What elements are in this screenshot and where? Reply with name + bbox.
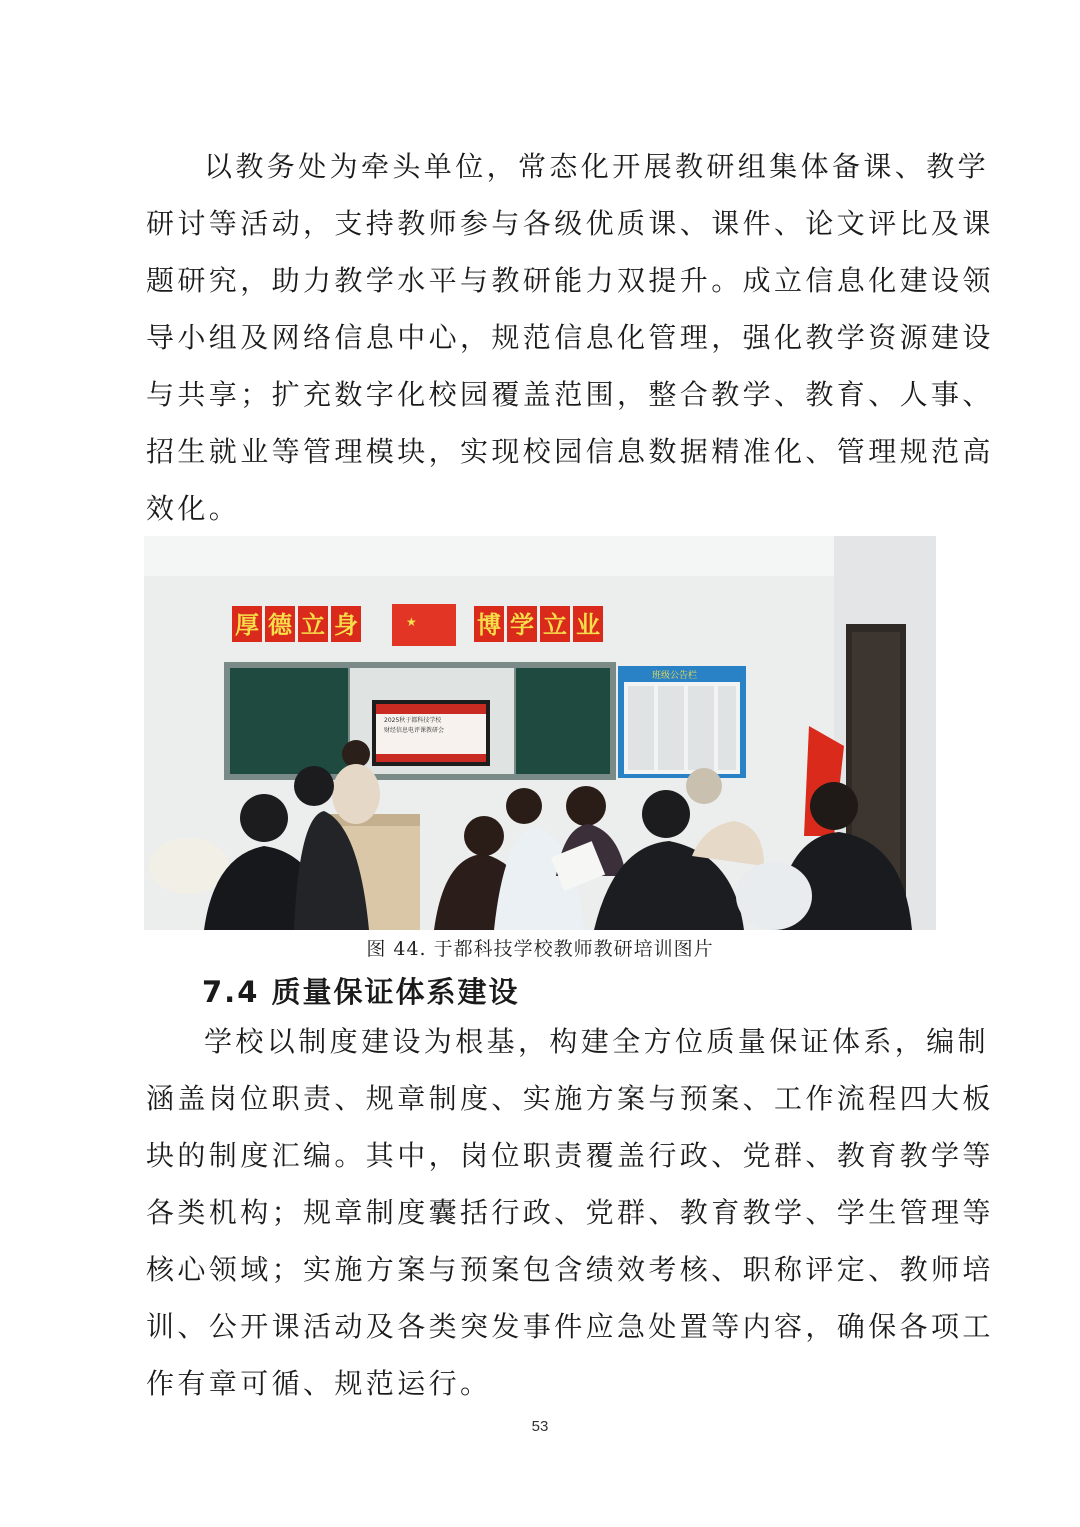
banner-left-text: 厚德立身 — [235, 610, 367, 639]
training-photo — [144, 536, 936, 930]
text-line: 与共享；扩充数字化校园覆盖范围，整合教学、教育、人事、 — [146, 378, 994, 411]
svg-text:★: ★ — [406, 615, 417, 629]
section-heading: 7.4 质量保证体系建设 — [202, 975, 520, 1009]
projector-screen — [372, 700, 490, 766]
paragraph-quality-assurance — [146, 1013, 994, 1412]
banner-right-text: 博学立业 — [477, 610, 609, 639]
text-line: 各类机构；规章制度囊括行政、党群、教育教学、学生管理等 — [146, 1196, 994, 1229]
text-line: 导小组及网络信息中心，规范信息化管理，强化教学资源建设 — [146, 321, 994, 354]
page-number: 53 — [531, 1418, 549, 1435]
text-line: 块的制度汇编。其中，岗位职责覆盖行政、党群、教育教学等 — [146, 1139, 994, 1172]
figure-caption: 图 44. 于都科技学校教师教研培训图片 — [366, 938, 714, 960]
text-line: 训、公开课活动及各类突发事件应急处置等内容，确保各项工 — [146, 1310, 994, 1343]
text-line: 以教务处为牵头单位，常态化开展教研组集体备课、教学 — [204, 150, 990, 183]
svg-text:财经信息电评课教研会: 财经信息电评课教研会 — [384, 727, 445, 734]
svg-text:班级公告栏: 班级公告栏 — [652, 671, 698, 681]
slogan-banner — [232, 604, 609, 646]
notice-board — [618, 666, 746, 778]
text-line: 学校以制度建设为根基，构建全方位质量保证体系，编制 — [204, 1025, 990, 1058]
svg-text:2025秋于都科技学校: 2025秋于都科技学校 — [384, 717, 442, 724]
text-line: 涵盖岗位职责、规章制度、实施方案与预案、工作流程四大板 — [146, 1082, 994, 1115]
blackboard-right — [516, 668, 610, 774]
classroom-scene-image — [144, 536, 936, 930]
text-line: 题研究，助力教学水平与教研能力双提升。成立信息化建设领 — [146, 264, 994, 297]
paragraph-intro — [146, 138, 994, 537]
text-line: 作有章可循、规范运行。 — [146, 1367, 492, 1400]
blackboard-left — [230, 668, 348, 774]
text-line: 研讨等活动，支持教师参与各级优质课、课件、论文评比及课 — [146, 207, 994, 240]
text-line: 招生就业等管理模块，实现校园信息数据精准化、管理规范高 — [146, 435, 994, 468]
text-line: 核心领域；实施方案与预案包含绩效考核、职称评定、教师培 — [146, 1253, 994, 1286]
text-line: 效化。 — [146, 492, 241, 525]
